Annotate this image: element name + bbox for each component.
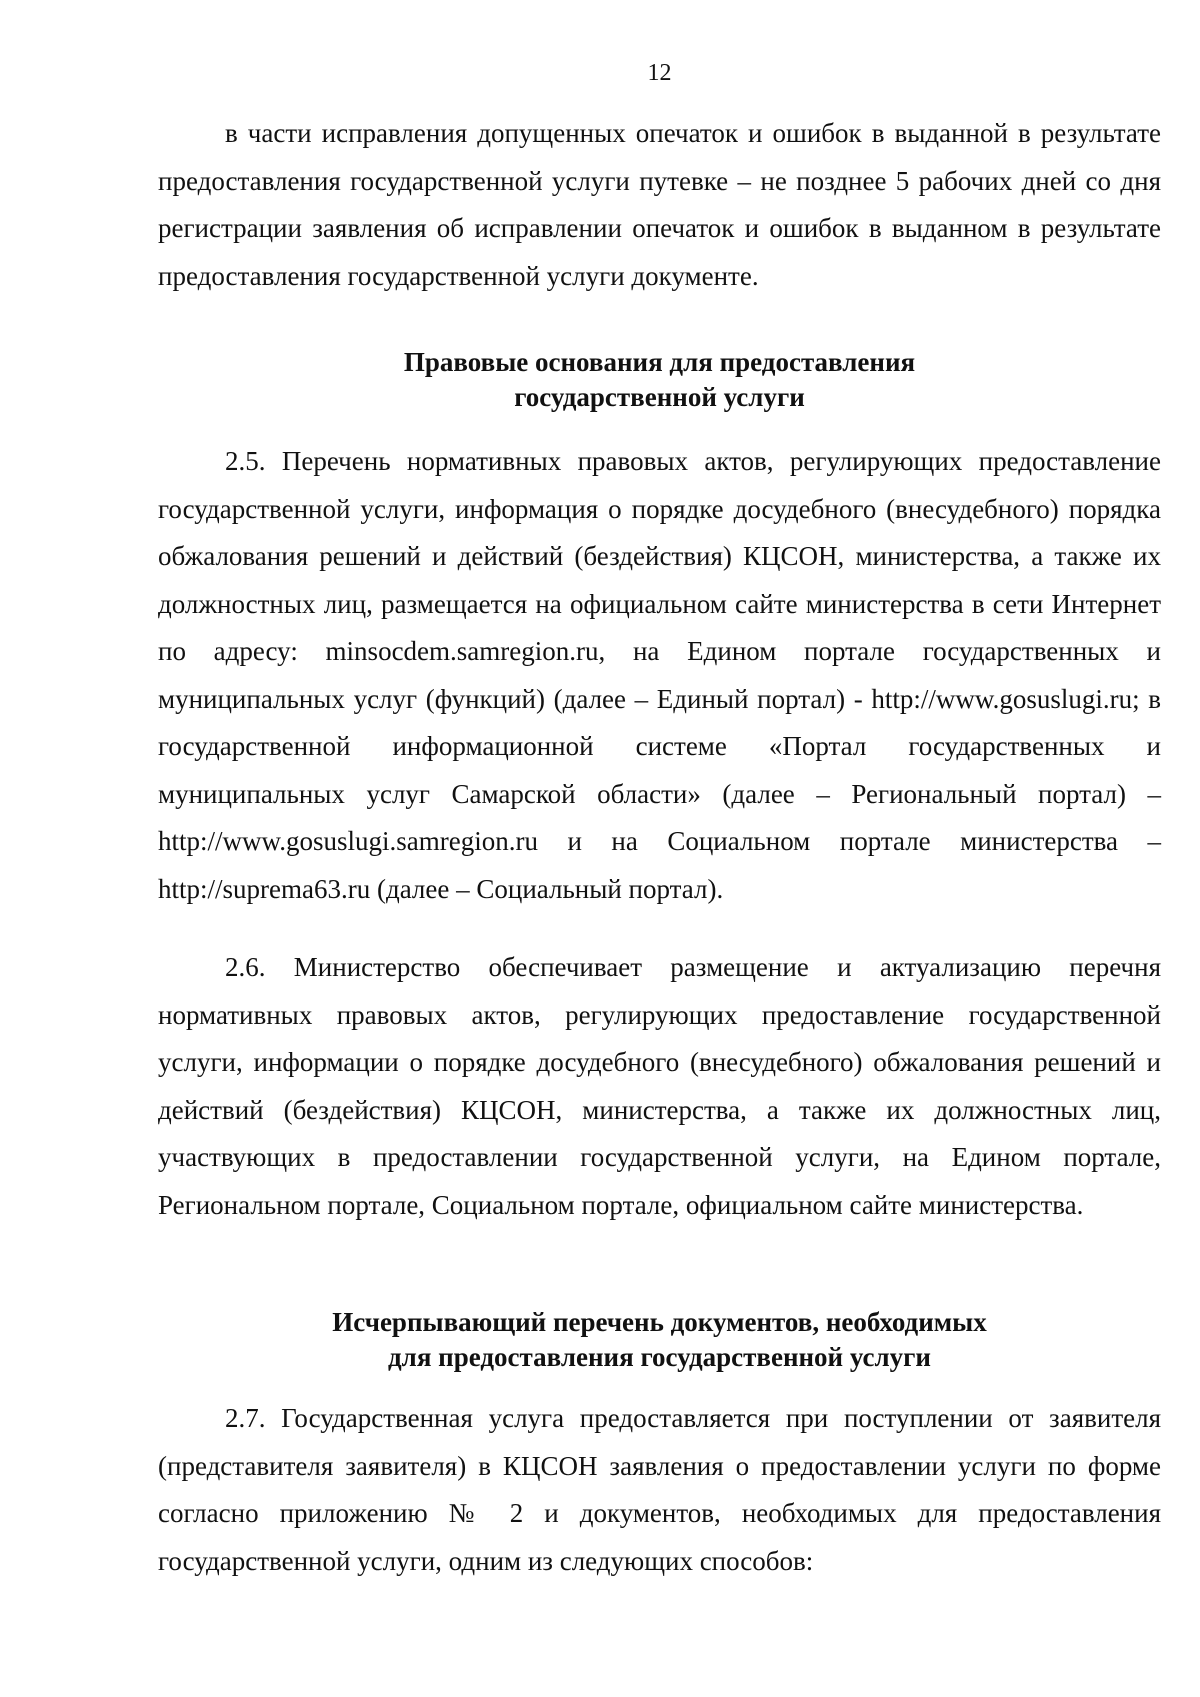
paragraph-2-7: 2.7. Государственная услуга предоставляется при поступлении от заявителя (представителя заявителя) в КЦСОН заявления о предоставлении услуги по форме согласно приложению № 2 и документов, необходимых для предоставления государственной услуги, одним из следующих способов: xyxy=(158,1403,1161,1576)
paragraph-2-6: 2.6. Министерство обеспечивает размещение и актуализацию перечня нормативных правовых актов, регулирующих предоставление государственной услуги, информации о порядке досудебного (внесудебного) обжалования решений и действий (бездействия) КЦСОН, министерства, а также их должностных лиц, участвующих в предоставлении государственной услуги, на Едином портале, Региональном портале, Социальном портале, официальном сайте министерства. xyxy=(158,952,1161,1220)
page-number: 12 xyxy=(647,60,672,86)
document-page xyxy=(158,0,1161,1697)
section-heading-documents-list xyxy=(158,1305,1161,1375)
heading-line: Исчерпывающий перечень документов, необходимых xyxy=(332,1307,987,1337)
paragraph-2-5: 2.5. Перечень нормативных правовых актов, регулирующих предоставление государственной услуги, информация о порядке досудебного (внесудебного) порядка обжалования решений и действий (бездействия) КЦСОН, министерства, а также их должностных лиц, размещается на официальном сайте министерства в сети Интернет по адресу: minsocdem.samregion.ru, на Едином портале государственных и муниципальных услуг (функций) (далее – Единый портал) - http://www.gosuslugi.ru; в государственной информационной системе «Портал государственных и муниципальных услуг Самарской области» (далее – Региональный портал) – http://www.gosuslugi.samregion.ru и на Социальном портале министерства – http://suprema63.ru (далее – Социальный портал). xyxy=(158,446,1161,904)
section-heading-legal-grounds xyxy=(158,345,1161,415)
heading-line: для предоставления государственной услуги xyxy=(388,1342,931,1372)
heading-line: государственной услуги xyxy=(514,382,805,412)
paragraph-continuation: в части исправления допущенных опечаток и ошибок в выданной в результате предоставления государственной услуги путевке – не позднее 5 рабочих дней со дня регистрации заявления об исправлении опечаток и ошибок в выданном в результате предоставления государственной услуги документе. xyxy=(158,118,1161,291)
heading-line: Правовые основания для предоставления xyxy=(403,347,916,377)
